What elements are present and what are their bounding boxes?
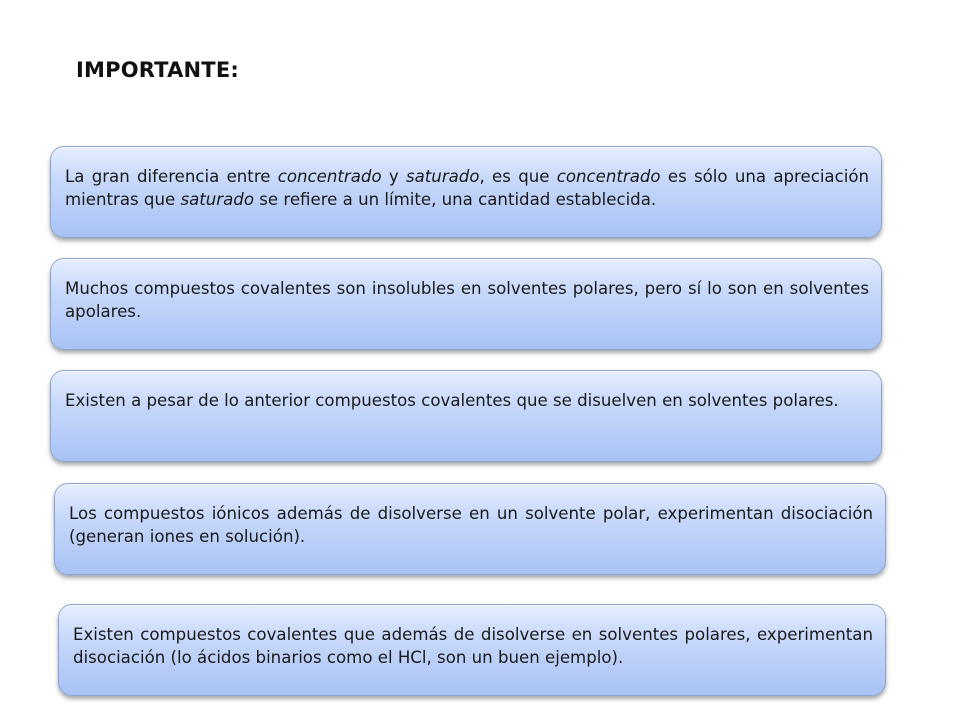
box1-text-part: y	[381, 167, 406, 186]
info-box-covalentes-insolubles	[50, 258, 882, 350]
box1-text-part: , es que	[479, 167, 557, 186]
box3-text: Existen a pesar de lo anterior compuestos covalentes que se disuelven en solventes polares.	[65, 391, 839, 410]
box5-text: Existen compuestos covalentes que además de disolverse en solventes polares, experimentan disociación (lo ácidos binarios como el HCl, son un buen ejemplo).	[73, 625, 873, 667]
term-concentrado: concentrado	[277, 167, 382, 186]
box1-text-part: se refiere a un límite, una cantidad establecida.	[253, 190, 657, 209]
box1-text-part: La gran diferencia entre	[65, 167, 278, 186]
term-saturado: saturado	[405, 167, 480, 186]
term-saturado: saturado	[180, 190, 254, 209]
box2-text: Muchos compuestos covalentes son insolubles en solventes polares, pero sí lo son en solventes apolares.	[65, 279, 869, 321]
info-box-acidos-binarios	[58, 604, 886, 696]
box1-text-part: es sólo una apreciación mientras que	[65, 167, 870, 209]
info-box-concentrado-saturado	[50, 146, 882, 238]
box4-text: Los compuestos iónicos además de disolverse en un solvente polar, experimentan disociación (generan iones en solución).	[69, 504, 873, 546]
info-box-ionicos-disociacion	[54, 483, 886, 575]
info-box-covalentes-disuelven	[50, 370, 882, 462]
page-title: IMPORTANTE:	[76, 58, 239, 82]
term-concentrado: concentrado	[556, 167, 661, 186]
